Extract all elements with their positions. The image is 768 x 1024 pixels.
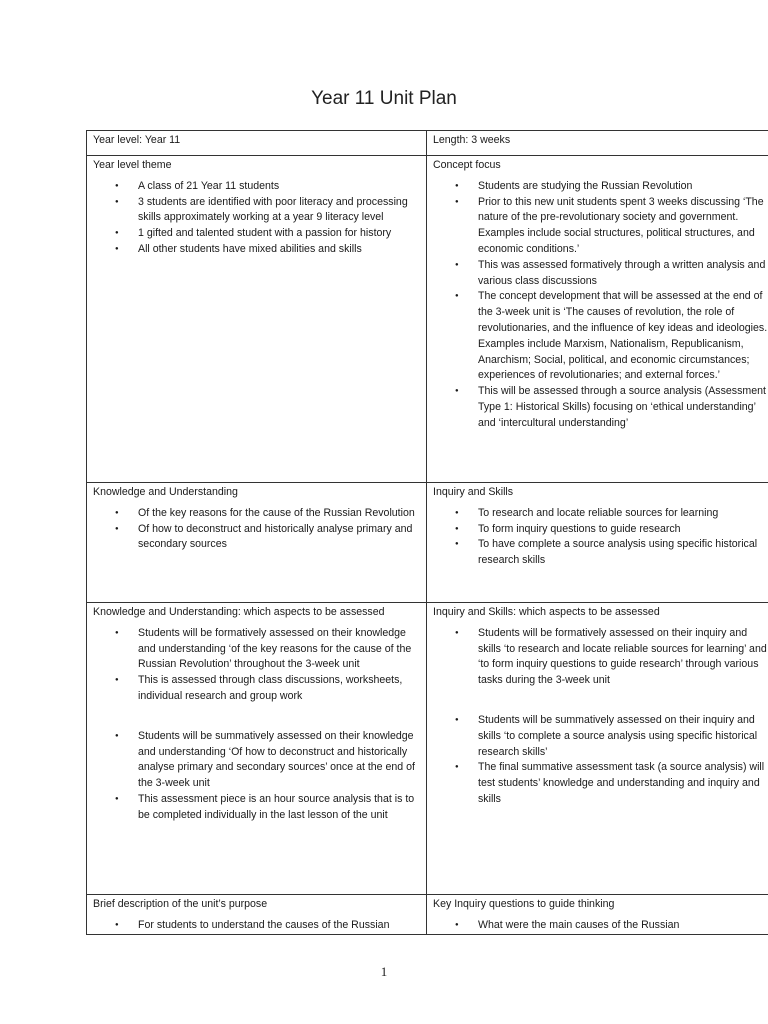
list-item: ● This is assessed through class discussions, worksheets, individual research and group work	[138, 673, 420, 705]
bullet-list	[433, 918, 768, 934]
cell-heading: Key Inquiry questions to guide thinking	[433, 898, 615, 910]
list-item: ● All other students have mixed abilities and skills	[138, 242, 420, 258]
list-item: ● Prior to this new unit students spent 3 weeks discussing ‘The nature of the pre-revolutionary society and government. Examples include social structures, political structures, and economic conditions.’	[478, 195, 768, 258]
list-item: ● Students will be formatively assessed on their knowledge and understanding ‘of the key reasons for the cause of the Russian Revolution’ throughout the 3-week unit	[138, 626, 420, 673]
cell-heading: Year level theme	[93, 159, 172, 171]
list-item: ● What were the main causes of the Russian	[478, 918, 768, 934]
page-number: 1	[380, 964, 388, 979]
knowledge-assessed-cell	[87, 603, 427, 895]
cell-heading: Knowledge and Understanding	[93, 486, 238, 498]
knowledge-understanding-cell	[87, 483, 427, 603]
list-item: ● Students will be summatively assessed on their knowledge and understanding ‘Of how to deconstruct and historically analyse primary and secondary sources’ once at the end of the 3-week unit	[138, 729, 420, 792]
bullet-list	[93, 918, 420, 934]
table-row	[87, 603, 768, 895]
bullet-list	[433, 179, 768, 432]
list-item: ● Students will be formatively assessed on their inquiry and skills ‘to research and locate reliable sources for learning’ and ‘to form inquiry questions to guide research’ through various tasks during the 3-week unit	[478, 626, 768, 689]
table-row	[87, 156, 768, 483]
list-item: ● Of the key reasons for the cause of the Russian Revolution	[138, 506, 420, 522]
list-item: ● To have complete a source analysis using specific historical research skills	[478, 537, 768, 569]
table-row	[87, 483, 768, 603]
length-cell: Length: 3 weeks	[427, 131, 768, 156]
year-level-theme-cell	[87, 156, 427, 483]
bullet-list	[93, 626, 420, 705]
concept-focus-cell	[427, 156, 768, 483]
bullet-list	[433, 713, 768, 808]
list-item: ● Of how to deconstruct and historically analyse primary and secondary sources	[138, 522, 420, 554]
cell-heading: Concept focus	[433, 159, 501, 171]
inquiry-skills-cell	[427, 483, 768, 603]
cell-heading: Inquiry and Skills: which aspects to be assessed	[433, 606, 660, 618]
list-item: ● This was assessed formatively through a written analysis and various class discussions	[478, 258, 768, 290]
inquiry-assessed-cell	[427, 603, 768, 895]
bullet-list	[433, 626, 768, 689]
list-item: ● Students are studying the Russian Revolution	[478, 179, 768, 195]
cell-heading: Knowledge and Understanding: which aspects to be assessed	[93, 606, 385, 618]
list-item: ● The final summative assessment task (a source analysis) will test students’ knowledge and understanding and inquiry and skills	[478, 760, 768, 807]
list-item: ● 1 gifted and talented student with a passion for history	[138, 226, 420, 242]
list-item: ● The concept development that will be assessed at the end of the 3-week unit is ‘The causes of revolution, the role of revolutionaries, and the influence of key ideas and ideologies. Examples include Marxism, Nationalism, Republicanism, Anarchism; Social, political, and economic circumstances; experiences of revolutionaries; and external forces.’	[478, 289, 768, 384]
page-title: Year 11 Unit Plan	[311, 88, 457, 109]
table-row	[87, 131, 768, 156]
list-item: ● For students to understand the causes of the Russian	[138, 918, 420, 934]
bullet-list	[93, 179, 420, 258]
spacer	[433, 689, 768, 713]
list-item: ● This assessment piece is an hour source analysis that is to be completed individually in the last lesson of the unit	[138, 792, 420, 824]
cell-heading: Inquiry and Skills	[433, 486, 514, 498]
list-item: ● Students will be summatively assessed on their inquiry and skills ‘to complete a source analysis using specific historical research skills’	[478, 713, 768, 760]
list-item: ● 3 students are identified with poor literacy and processing skills approximately working at a year 9 literacy level	[138, 195, 420, 227]
list-item: ● A class of 21 Year 11 students	[138, 179, 420, 195]
bullet-list	[433, 506, 768, 569]
unit-purpose-cell	[87, 895, 427, 935]
table-row	[87, 895, 768, 935]
list-item: ● This will be assessed through a source analysis (Assessment Type 1: Historical Skills) focusing on ‘ethical understanding’ and ‘intercultural understanding’	[478, 384, 768, 431]
cell-heading: Brief description of the unit’s purpose	[93, 898, 268, 910]
bullet-list	[93, 729, 420, 824]
key-inquiry-questions-cell	[427, 895, 768, 935]
year-level-cell: Year level: Year 11	[87, 131, 427, 156]
spacer	[93, 705, 420, 729]
list-item: ● To form inquiry questions to guide research	[478, 522, 768, 538]
list-item: ● To research and locate reliable sources for learning	[478, 506, 768, 522]
bullet-list	[93, 506, 420, 553]
unit-plan-table	[86, 130, 768, 935]
